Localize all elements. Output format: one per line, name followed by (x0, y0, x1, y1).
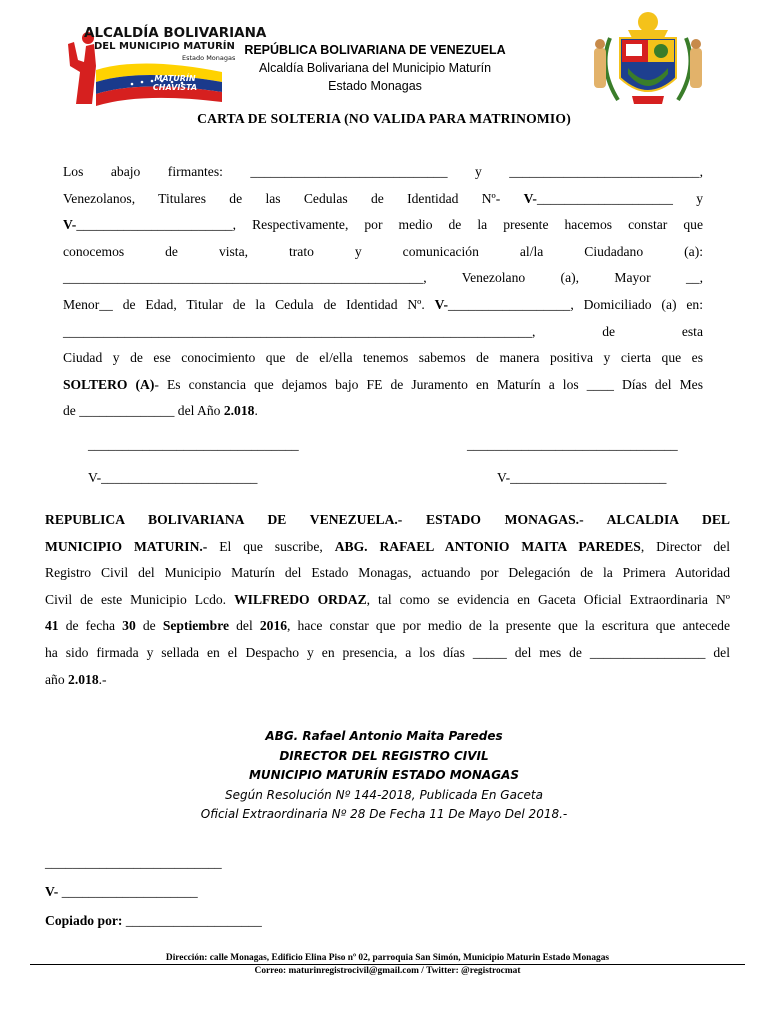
header-country: REPÚBLICA BOLIVARIANA DE VENEZUELA (244, 43, 506, 57)
director-name: ABG. Rafael Antonio Maita Paredes (265, 729, 503, 743)
text-line: de ______________ del Año 2.018. (63, 403, 258, 419)
certification-paragraph (45, 507, 730, 693)
logo-text-line2: DEL MUNICIPIO MATURÍN (94, 41, 235, 52)
bottom-signature-line: __________________________ (45, 855, 222, 870)
director-municipality: MUNICIPIO MATURÍN ESTADO MONAGAS (248, 768, 519, 782)
text-line: año 2.018.- (45, 671, 107, 687)
header-municipality: Alcaldía Bolivariana del Municipio Maturín (258, 61, 492, 75)
text-line: SOLTERO (A)- Es constancia que dejamos bajo FE de Juramento en Maturín a los ____ Días del Mes (63, 376, 703, 392)
director-title: DIRECTOR DEL REGISTRO CIVIL (279, 748, 489, 763)
coat-of-arms-icon (588, 8, 708, 108)
text-line: Menor__ de Edad, Titular de la Cedula de Identidad Nº. V-__________________, Domiciliado (a) en: (63, 296, 703, 312)
director-block (0, 727, 768, 825)
footer-contact: Correo: maturinregistrocivil@gmail.com / Twitter: @registrocmat (254, 966, 521, 976)
signature-line-right: _______________________________ (467, 437, 678, 452)
footer-address: Dirección: calle Monagas, Edificio Elina Piso nº 02, parroquia San Simón, Municipio Maturin Estado Monagas (165, 953, 610, 963)
copied-by-field: Copiado por: ____________________ (45, 913, 262, 928)
signature-line-left: _______________________________ (88, 437, 299, 452)
signature-id-right: V-_______________________ (497, 470, 667, 485)
declaration-paragraph (63, 159, 703, 425)
text-line: Venezolanos, Titulares de las Cedulas de Identidad Nº- V-____________________ y (63, 190, 703, 206)
alcaldia-logo (62, 25, 267, 106)
director-resolution-2: Oficial Extraordinaria Nº 28 De Fecha 11 De Mayo Del 2018.- (200, 807, 568, 821)
text-line: _____________________________________________________, Venezolano (a), Mayor __, (63, 270, 703, 286)
text-line: MUNICIPIO MATURIN.- El que suscribe, ABG. RAFAEL ANTONIO MAITA PAREDES, Director del (45, 538, 730, 554)
text-line: conocemos de vista, trato y comunicación al/la Ciudadano (a): (63, 243, 703, 259)
signature-id-left: V-_______________________ (88, 470, 258, 485)
logo-text-line3: Estado Monagas (182, 54, 236, 62)
text-line: Ciudad y de ese conocimiento que de el/ella tenemos sabemos de manera positiva y cierta que es (63, 350, 703, 366)
director-resolution-1: Según Resolución Nº 144-2018, Publicada En Gaceta (225, 787, 543, 802)
text-line: V-_______________________, Respectivamente, por medio de la presente hacemos constar que (63, 217, 703, 233)
document-title: CARTA DE SOLTERIA (NO VALIDA PARA MATRINOMIO) (197, 111, 571, 126)
text-line: Civil de este Municipio Lcdo. WILFREDO ORDAZ, tal como se evidencia en Gaceta Oficial Extraordinaria Nº (45, 591, 730, 607)
text-line: _____________________________________________________________________, de esta (63, 323, 703, 339)
logo-text-line4: MATURÍN CHAVISTA (152, 74, 198, 92)
text-line: 41 de fecha 30 de Septiembre del 2016, hace constar que por medio de la presente que la escritura que antecede (45, 618, 730, 634)
text-line: Los abajo firmantes: _____________________________ y ____________________________, (63, 164, 703, 179)
header-state: Estado Monagas (328, 79, 422, 93)
text-line: ha sido firmada y sellada en el Despacho y en presencia, a los días _____ del mes de _________________ del (45, 644, 730, 660)
figure-silhouette (68, 42, 96, 104)
logo-text-line1: ALCALDÍA BOLIVARIANA (84, 25, 267, 41)
bottom-id-field: V- ____________________ (45, 884, 198, 899)
text-line: Registro Civil del Municipio Maturín del Estado Monagas, actuando por Delegación de la Primera Autoridad (45, 565, 730, 581)
text-line: REPUBLICA BOLIVARIANA DE VENEZUELA.- ESTADO MONAGAS.- ALCALDIA DEL (45, 512, 730, 527)
